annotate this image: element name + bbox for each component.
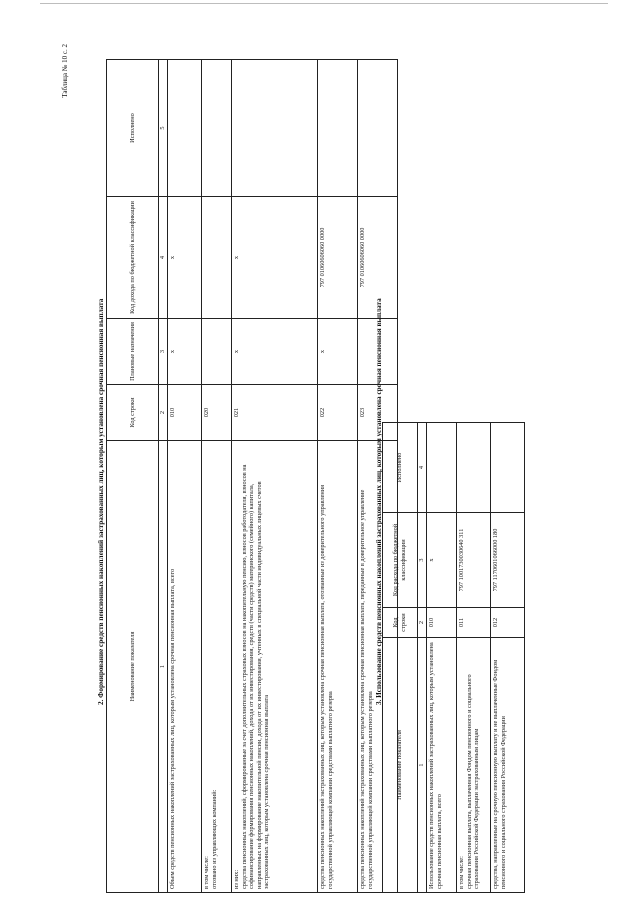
header-executed: Исполнено [107,60,159,197]
header-indicator-name: Наименование показателя [383,638,418,893]
table-number: Таблица № 10 с. 2 [61,44,69,98]
indicator-name: Объем средств пенсионных накоплений застрахованных лиц, которым установлена срочная пенсионная выплата, всего [168,441,202,893]
executed-value [318,60,358,197]
column-number: 1 [418,638,427,893]
planned-value [202,319,232,385]
line-code: 023 [358,385,398,441]
executed-value [358,60,398,197]
column-number: 2 [159,385,168,441]
table-row [202,60,232,893]
section-3-title: 3. Использование средств пенсионных накоплений застрахованных лиц, которым установлена срочная пенсионная выплата [375,298,383,705]
header-line-code: Код строки [107,385,159,441]
income-classification-code [202,197,232,319]
table-row [168,60,202,893]
line-code: 010 [427,608,457,638]
line-code: 010 [168,385,202,441]
header-line-code: Код строки [383,608,418,638]
executed-value [457,423,491,513]
column-number: 1 [159,441,168,893]
executed-value [168,60,202,197]
planned-value: x [318,319,358,385]
column-number-row [418,423,427,893]
header-expense-code: Код расхода по бюджетной классификации [383,513,418,608]
section-3-table [382,422,525,893]
table-row [427,423,457,893]
indicator-name: средства пенсионных накоплений застрахованных лиц, которым установлена срочная пенсионная выплата, отозванные из доверительного управления государственной управляющей компании средствами выплатного резерва [318,441,358,893]
income-classification-code: 797 01060606060 0000 [318,197,358,319]
header-income-code: Код дохода по бюджетной классификации [107,197,159,319]
section-2-table [106,59,398,893]
column-number: 4 [159,197,168,319]
column-number: 4 [418,423,427,513]
indicator-name: из них: средства пенсионных накоплений, сформированные за счет дополнительных страховых взносов на накопительную пенсию, взносов работодателя, взносов на софинансирование формирования пенсионных накоплений, дохода от их инвестирования, средств (части средств) материнского (семейного) капитала, направленных на формирование накопительной пенсии, дохода от их инвестирования, учтенных в специальной части индивидуальных лицевых счетов застрахованных лиц, которым установлена срочная пенсионная выплата [232,441,318,893]
line-code: 011 [457,608,491,638]
header-indicator-name: Наименование показателя [107,441,159,893]
column-number: 2 [418,608,427,638]
column-number: 3 [418,513,427,608]
section-2-title: 2. Формирование средств пенсионных накоплений застрахованных лиц, которым установлена срочная пенсионная выплата [97,298,105,705]
indicator-name: в том числе: срочная пенсионная выплата, выплаченная Фондом пенсионного и социального страхования Российской Федерации застрахованным лицам [457,638,491,893]
table-row [318,60,358,893]
line-code: 021 [232,385,318,441]
indicator-name: в том числе: отозвано из управляющих компаний: [202,441,232,893]
column-number: 3 [159,319,168,385]
table-row [457,423,491,893]
indicator-name: Использование средств пенсионных накоплений застрахованных лиц, которым установлена срочная пенсионная выплата, всего [427,638,457,893]
executed-value [232,60,318,197]
executed-value [202,60,232,197]
indicator-name: средства, направленные на срочную пенсионную выплату и не выплаченные Фондом пенсионного и социального страхования Российской Федерации [491,638,525,893]
line-code: 012 [491,608,525,638]
executed-value [427,423,457,513]
header-planned: Плановые назначения [107,319,159,385]
income-classification-code: x [168,197,202,319]
planned-value: x [168,319,202,385]
line-code: 020 [202,385,232,441]
expense-classification-code: 797 1001730030640 311 [457,513,491,608]
table-row [491,423,525,893]
indicator-name: средства пенсионных накоплений застрахованных лиц, которым установлена срочная пенсионная выплата, переданные в доверительное управление государственной управляющей компании средствами выплатного резерва [358,441,398,893]
column-number: 5 [159,60,168,197]
line-code: 022 [318,385,358,441]
planned-value: x [232,319,318,385]
income-classification-code: 797 01060606060 0000 [358,197,398,319]
income-classification-code: x [232,197,318,319]
column-number-row [159,60,168,893]
expense-classification-code: 797 1170601066000 180 [491,513,525,608]
expense-classification-code: x [427,513,457,608]
table-row [232,60,318,893]
executed-value [491,423,525,513]
header-executed: Исполнено [383,423,418,513]
